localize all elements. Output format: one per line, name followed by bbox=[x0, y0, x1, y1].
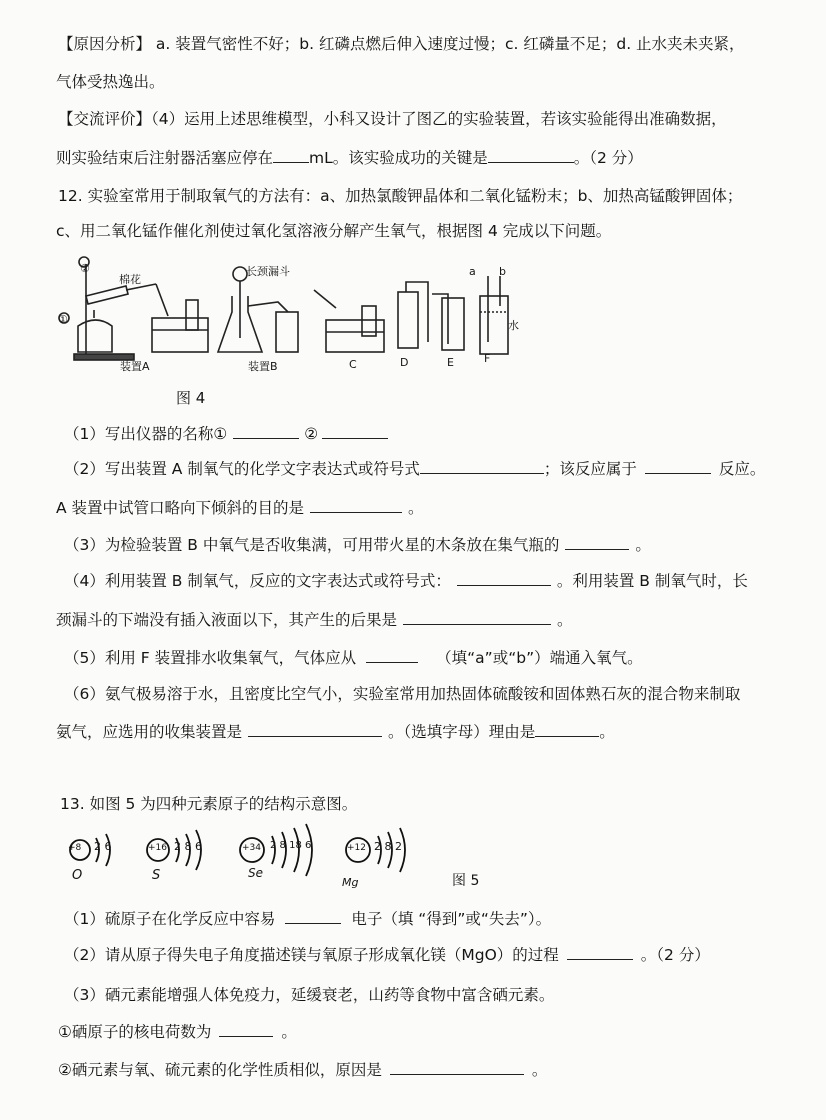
q12-p1-b: ② bbox=[304, 425, 319, 443]
answer-blank[interactable] bbox=[565, 535, 629, 550]
eval-text-b: mL。该实验成功的关键是 bbox=[309, 149, 488, 167]
label-water: 水 bbox=[508, 319, 519, 332]
atom-o-symbol: O bbox=[72, 868, 83, 883]
answer-blank[interactable] bbox=[390, 1060, 524, 1075]
answer-blank[interactable] bbox=[366, 648, 418, 663]
q12-p6-c: 。（选填字母）理由是 bbox=[388, 723, 536, 741]
q12-p4-b: 。利用装置 B 制氧气时，长 bbox=[556, 572, 748, 590]
q12-stem1: 12. 实验室常用于制取氧气的方法有：a、加热氯酸钾晶体和二氧化锰粉末；b、加热高锰酸钾固体； bbox=[58, 187, 743, 205]
q12-p2-d: A 装置中试管口略向下倾斜的目的是 bbox=[56, 499, 305, 517]
q12-p2-b: ；该反应属于 bbox=[543, 460, 637, 478]
reason-text: 【原因分析】 a. 装置气密性不好；b. 红磷点燃后伸入速度过慢；c. 红磷量不足；d. 止水夹未夹紧， bbox=[58, 35, 745, 53]
test-tube bbox=[86, 286, 128, 304]
gas-jar-f bbox=[480, 296, 508, 354]
answer-blank[interactable] bbox=[248, 722, 382, 737]
q13-p2-text: （2）请从原子得失电子角度描述镁与氧原子形成氧化镁（MgO）的过程 bbox=[64, 946, 559, 964]
label-b: b bbox=[499, 265, 506, 278]
label-device-a: 装置A bbox=[120, 360, 150, 373]
q12-part6-line2 bbox=[56, 721, 826, 743]
q13-p3-2-b: 。 bbox=[531, 1061, 548, 1079]
atom-s-symbol: S bbox=[152, 868, 161, 883]
answer-blank[interactable] bbox=[322, 424, 388, 439]
q13-p1-text: （1）硫原子在化学反应中容易 bbox=[64, 910, 276, 928]
q12-p2-text: （2）写出装置 A 制氧气的化学文字表达式或符号式 bbox=[64, 460, 420, 478]
gas-jar-d bbox=[398, 292, 418, 348]
q12-p4-text: （4）利用装置 B 制氧气，反应的文字表达式或符号式： bbox=[64, 572, 451, 590]
q12-stem-line2 bbox=[56, 220, 826, 242]
gas-jar-b bbox=[276, 312, 298, 352]
q12-part4 bbox=[64, 570, 826, 592]
answer-blank[interactable] bbox=[535, 722, 599, 737]
q12-p6-d: 。 bbox=[599, 723, 615, 741]
q13-part3-2 bbox=[58, 1059, 826, 1081]
q13-p3-1-b: 。 bbox=[281, 1023, 297, 1041]
eval-text-c: 。（2 分） bbox=[573, 149, 643, 167]
atom-mg-symbol: Mg bbox=[342, 876, 359, 889]
q12-part5 bbox=[64, 647, 826, 669]
answer-blank[interactable] bbox=[645, 459, 711, 474]
q12-p3-text: （3）为检验装置 B 中氧气是否收集满，可用带火星的木条放在集气瓶的 bbox=[64, 536, 560, 554]
q12-stem2: c、用二氧化锰作催化剂使过氧化氢溶液分解产生氧气，根据图 4 完成以下问题。 bbox=[56, 222, 612, 240]
q12-stem-line1 bbox=[58, 185, 826, 207]
q13-part3 bbox=[64, 984, 826, 1006]
answer-blank[interactable] bbox=[285, 909, 341, 924]
q12-part2-line2 bbox=[56, 497, 826, 519]
atom-o-shells: 2 6 bbox=[94, 840, 112, 853]
q12-p1-text: （1）写出仪器的名称① bbox=[64, 425, 228, 443]
atom-se-nucleus-label: +34 bbox=[242, 843, 261, 853]
reason-analysis-line2 bbox=[56, 71, 826, 93]
q13-part3-1 bbox=[58, 1021, 826, 1043]
q13-p3-text: （3）硒元素能增强人体免疫力，延缓衰老，山药等食物中富含硒元素。 bbox=[64, 986, 555, 1004]
q12-part6 bbox=[64, 683, 826, 705]
q13-stem bbox=[60, 793, 826, 815]
q12-p4-d: 。 bbox=[557, 611, 573, 629]
atom-se-symbol: Se bbox=[248, 866, 263, 880]
q13-p2-b: 。（2 分） bbox=[640, 946, 710, 964]
atom-se-shells: 2 8 18 6 bbox=[270, 840, 312, 851]
label-device-b: 装置B bbox=[248, 360, 278, 373]
atom-s-nucleus-label: +16 bbox=[148, 843, 167, 853]
q13-p1-b: 电子（填 “得到”或“失去”）。 bbox=[351, 910, 552, 928]
alcohol-lamp bbox=[78, 320, 112, 352]
figure-5-caption: 图 5 bbox=[452, 873, 480, 889]
gas-jar-e bbox=[442, 298, 464, 350]
reason-text2: 气体受热逸出。 bbox=[56, 73, 165, 91]
label-cotton: 棉花 bbox=[119, 273, 141, 286]
q12-p3-b: 。 bbox=[635, 536, 651, 554]
atom-mg-nucleus-label: +12 bbox=[347, 843, 366, 853]
reason-analysis-line1 bbox=[58, 33, 826, 55]
q13-part1 bbox=[64, 908, 826, 930]
q13-p3-1-text: ①硒原子的核电荷数为 bbox=[58, 1023, 212, 1041]
answer-blank[interactable] bbox=[457, 571, 551, 586]
answer-blank[interactable] bbox=[403, 610, 551, 625]
q12-part4-line2 bbox=[56, 609, 826, 631]
q12-p2-c: 反应。 bbox=[718, 460, 766, 478]
q13-part2 bbox=[64, 944, 826, 966]
q12-part2 bbox=[64, 458, 826, 480]
q13-p3-2-text: ②硒元素与氧、硫元素的化学性质相似，原因是 bbox=[58, 1061, 382, 1079]
label-funnel: 长颈漏斗 bbox=[246, 265, 290, 278]
answer-blank[interactable] bbox=[310, 498, 402, 513]
q12-part3 bbox=[64, 534, 826, 556]
label-c: C bbox=[349, 358, 357, 371]
label-n2: ② bbox=[80, 262, 90, 275]
q12-p6-b: 氨气，应选用的收集装置是 bbox=[56, 723, 243, 741]
q12-p2-e: 。 bbox=[408, 499, 424, 517]
answer-blank[interactable] bbox=[233, 424, 299, 439]
q12-p5-text: （5）利用 F 装置排水收集氧气，气体应从 bbox=[64, 649, 357, 667]
atom-o-nucleus-label: +8 bbox=[68, 843, 82, 853]
figure-4-caption: 图 4 bbox=[176, 389, 206, 407]
label-a: a bbox=[469, 265, 476, 278]
atom-s-shells: 2 8 6 bbox=[174, 840, 202, 853]
answer-blank[interactable] bbox=[488, 148, 574, 163]
answer-blank[interactable] bbox=[273, 148, 309, 163]
trough bbox=[152, 318, 208, 352]
evaluation-text: 【交流评价】（4）运用上述思维模型，小科又设计了图乙的实验装置，若该实验能得出准确数据， bbox=[58, 110, 727, 128]
q12-p4-c: 颈漏斗的下端没有插入液面以下，其产生的后果是 bbox=[56, 611, 398, 629]
evaluation-line2 bbox=[56, 147, 826, 169]
eval-text-a: 则实验结束后注射器活塞应停在 bbox=[56, 149, 274, 167]
answer-blank[interactable] bbox=[567, 945, 633, 960]
answer-blank[interactable] bbox=[420, 459, 544, 474]
label-n1: ① bbox=[58, 313, 68, 326]
label-f: F bbox=[484, 352, 491, 365]
atom-mg-shells: 2 8 2 bbox=[374, 840, 402, 853]
funnel-top bbox=[233, 267, 247, 281]
answer-blank[interactable] bbox=[219, 1022, 273, 1037]
label-e: E bbox=[447, 356, 454, 369]
q12-part1 bbox=[64, 423, 826, 445]
evaluation-line1 bbox=[58, 108, 826, 130]
label-d: D bbox=[400, 356, 409, 369]
q12-p5-b: （填“a”或“b”）端通入氧气。 bbox=[436, 649, 643, 667]
q12-p6-text: （6）氨气极易溶于水，且密度比空气小，实验室常用加热固体硫酸铵和固体熟石灰的混合物来制取 bbox=[64, 685, 741, 703]
q13-stem-text: 13. 如图 5 为四种元素原子的结构示意图。 bbox=[60, 795, 358, 813]
